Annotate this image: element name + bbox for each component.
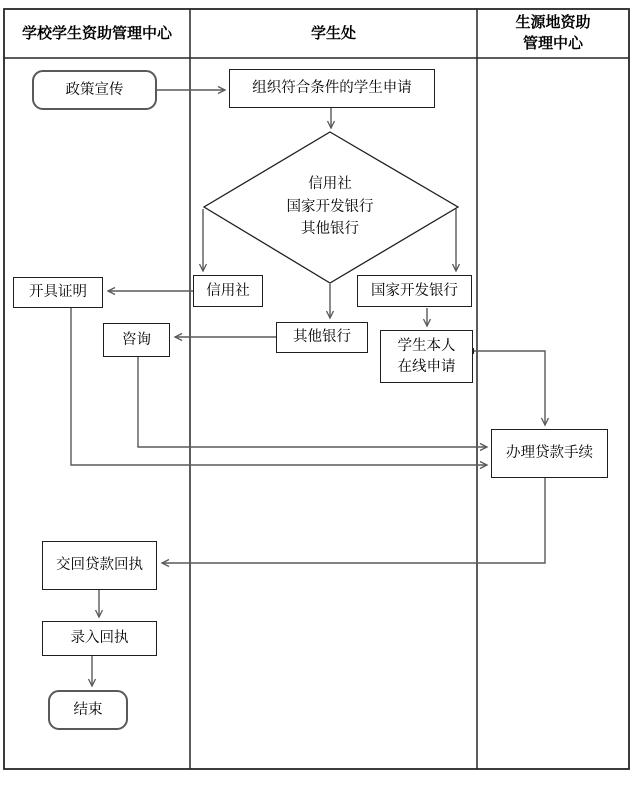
lane-header-school-aid-center	[4, 9, 190, 57]
node-consultation	[103, 323, 170, 357]
node-return-loan-receipt	[42, 541, 157, 590]
node-credit-union	[193, 275, 263, 307]
decision-option-cdb: 国家开发银行	[286, 198, 374, 215]
node-issue-certificate-label: 开具证明	[29, 284, 87, 300]
node-return-loan-receipt-label: 交回贷款回执	[56, 557, 143, 573]
lane-header-student-affairs	[190, 9, 477, 57]
arrow-online-apply-to-loan-procedure	[473, 351, 545, 425]
node-china-development-bank	[357, 275, 472, 307]
lane-header-student-affairs-label: 学生处	[310, 23, 356, 42]
node-organize-student-application	[229, 69, 435, 108]
node-other-banks-label: 其他银行	[293, 329, 351, 345]
lane-header-origin-aid-center	[477, 9, 629, 57]
node-end-label: 结束	[73, 701, 103, 718]
node-student-online-application-label-line1: 学生本人	[397, 337, 456, 354]
node-issue-certificate	[13, 277, 103, 308]
lane-header-origin-aid-center-label-line2: 管理中心	[522, 34, 583, 52]
node-student-online-application	[380, 330, 473, 383]
node-other-banks	[276, 322, 368, 353]
node-organize-student-application-label: 组织符合条件的学生申请	[252, 80, 412, 96]
lane-header-school-aid-center-label: 学校学生资助管理中心	[21, 23, 172, 42]
node-loan-procedure	[491, 429, 608, 478]
node-end	[48, 690, 128, 730]
node-enter-receipt	[42, 621, 157, 656]
node-student-online-application-label-line2: 在线申请	[397, 358, 456, 375]
lane-header-origin-aid-center-label-line1: 生源地资助	[515, 13, 591, 31]
node-consultation-label: 咨询	[122, 331, 151, 348]
node-china-development-bank-label: 国家开发银行	[371, 282, 458, 299]
decision-option-credit-union: 信用社	[308, 176, 352, 193]
node-policy-promotion-label: 政策宣传	[65, 81, 124, 98]
node-enter-receipt-label: 录入回执	[70, 630, 129, 646]
node-credit-union-label: 信用社	[206, 282, 250, 299]
decision-option-other-banks: 其他银行	[301, 221, 359, 238]
decision-diamond-label	[240, 172, 420, 242]
node-policy-promotion	[32, 70, 157, 110]
arrow-loan-procedure-to-return-receipt	[162, 478, 545, 563]
node-loan-procedure-label: 办理贷款手续	[506, 445, 593, 461]
